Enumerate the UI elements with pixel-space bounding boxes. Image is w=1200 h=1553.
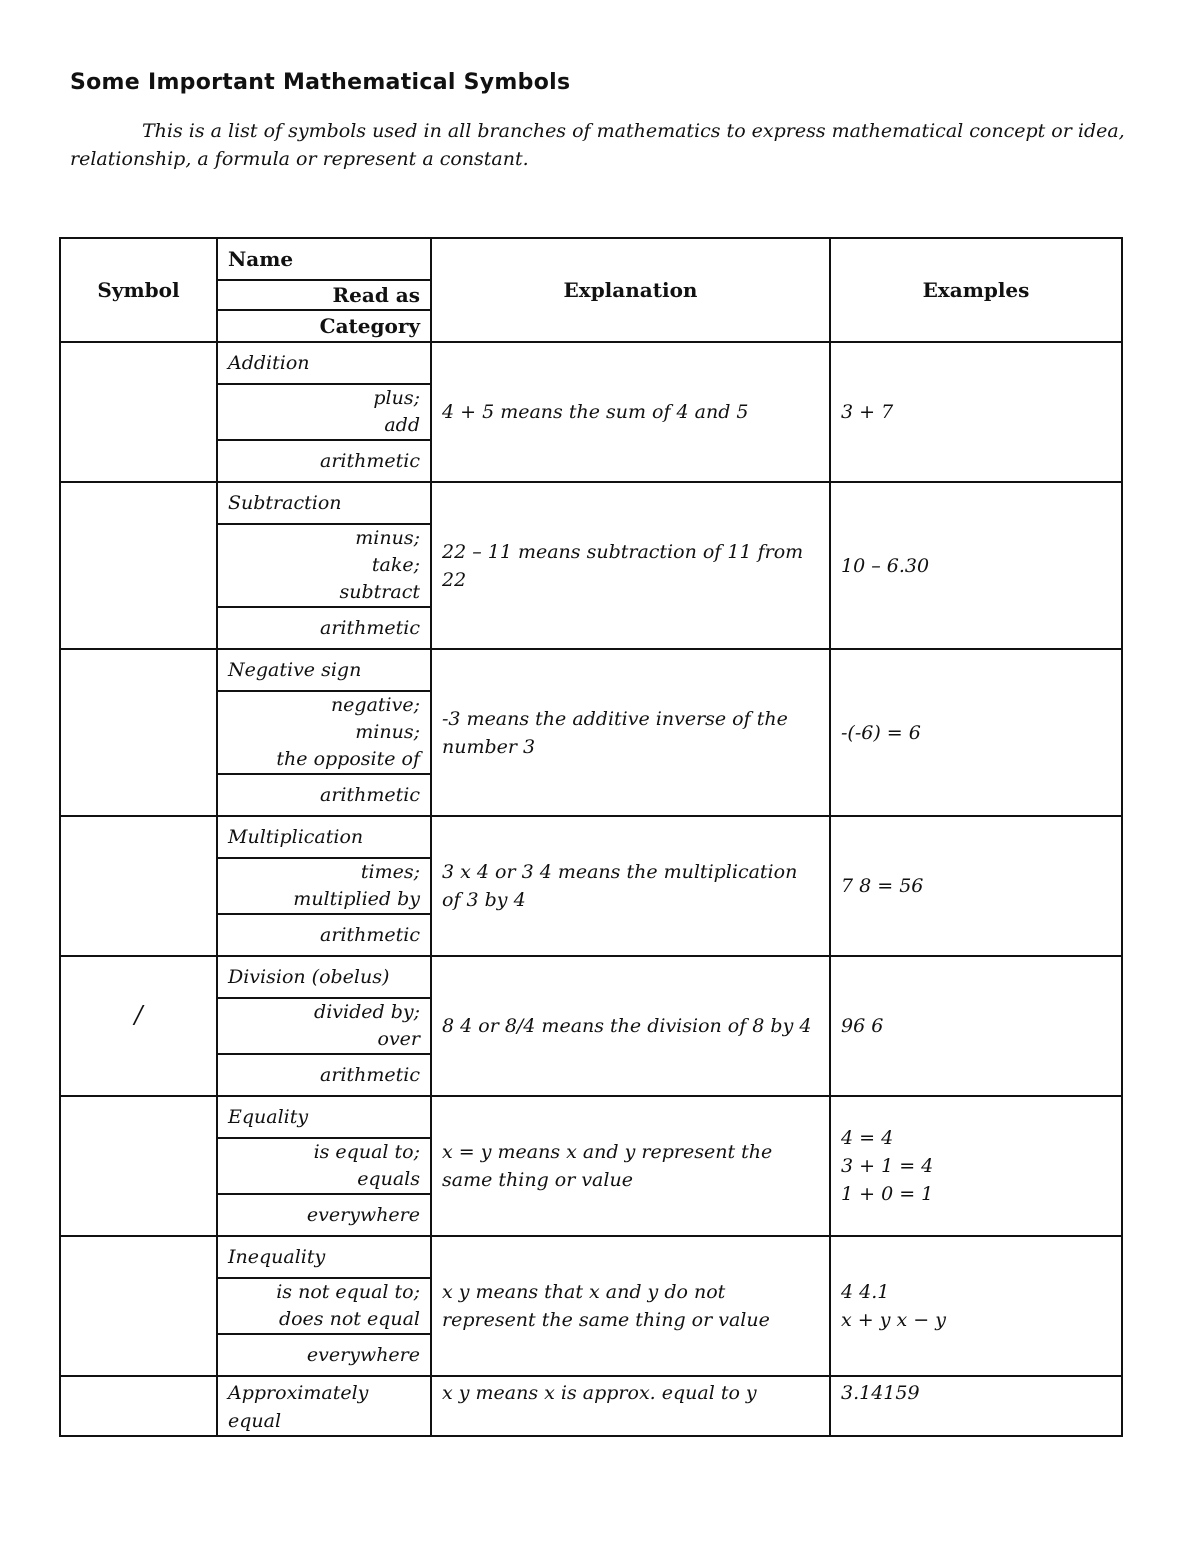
- symbol-cell: [60, 649, 217, 816]
- read-as-line: is equal to;: [313, 1141, 420, 1163]
- table-row: [60, 342, 1122, 384]
- intro-paragraph: This is a list of symbols used in all branches of mathematics to express mathematical concept or idea, relationship, a formula or represent a constant.: [70, 120, 1125, 170]
- header-symbol: Symbol: [60, 238, 217, 342]
- examples-cell: [830, 816, 1122, 956]
- read-as-line: subtract: [339, 581, 420, 603]
- category-cell: arithmetic: [217, 774, 431, 816]
- read-as-cell: [217, 1278, 431, 1334]
- explanation-cell: -3 means the additive inverse of the number 3: [431, 649, 830, 816]
- examples-cell: [830, 1096, 1122, 1236]
- header-read-as: Read as: [217, 280, 431, 310]
- read-as-line: multiplied by: [293, 888, 420, 910]
- explanation-cell: 8 4 or 8/4 means the division of 8 by 4: [431, 956, 830, 1096]
- symbol-cell: [60, 1236, 217, 1376]
- symbol-cell: [60, 816, 217, 956]
- read-as-line: plus;: [373, 387, 420, 409]
- read-as-cell: [217, 998, 431, 1054]
- read-as-line: times;: [360, 861, 420, 883]
- header-explanation: Explanation: [431, 238, 830, 342]
- name-cell: Inequality: [217, 1236, 431, 1278]
- table-row: [60, 649, 1122, 691]
- table-row: [60, 482, 1122, 524]
- read-as-cell: [217, 858, 431, 914]
- example-line: 7 8 = 56: [841, 875, 924, 897]
- category-cell: arithmetic: [217, 440, 431, 482]
- examples-cell: [830, 1236, 1122, 1376]
- symbol-cell: [60, 342, 217, 482]
- name-cell: Subtraction: [217, 482, 431, 524]
- read-as-line: the opposite of: [276, 748, 420, 770]
- header-name: Name: [217, 238, 431, 280]
- read-as-cell: [217, 384, 431, 440]
- read-as-line: is not equal to;: [276, 1281, 420, 1303]
- example-line: x + y x − y: [841, 1309, 946, 1331]
- read-as-line: minus;: [355, 527, 420, 549]
- symbol-cell: [60, 1376, 217, 1436]
- category-cell: everywhere: [217, 1334, 431, 1376]
- page-title: Some Important Mathematical Symbols: [70, 70, 571, 95]
- symbols-table: [59, 237, 1123, 1437]
- explanation-cell: 3 x 4 or 3 4 means the multiplication of 3 by 4: [431, 816, 830, 956]
- name-cell: Multiplication: [217, 816, 431, 858]
- read-as-line: add: [384, 414, 420, 436]
- header-category: Category: [217, 310, 431, 342]
- category-cell: arithmetic: [217, 607, 431, 649]
- read-as-line: negative;: [330, 694, 420, 716]
- table-row: [60, 1096, 1122, 1138]
- category-cell: arithmetic: [217, 914, 431, 956]
- symbol-cell: /: [60, 956, 217, 1096]
- read-as-line: equals: [357, 1168, 420, 1190]
- read-as-line: does not equal: [278, 1308, 420, 1330]
- example-line: 96 6: [841, 1015, 884, 1037]
- table-row: [60, 1236, 1122, 1278]
- example-line: 3 + 7: [841, 401, 894, 423]
- explanation-cell: x = y means x and y represent the same thing or value: [431, 1096, 830, 1236]
- table-row: [60, 956, 1122, 998]
- table-row: [60, 816, 1122, 858]
- name-cell: Negative sign: [217, 649, 431, 691]
- header-examples: Examples: [830, 238, 1122, 342]
- name-cell: Division (obelus): [217, 956, 431, 998]
- category-cell: everywhere: [217, 1194, 431, 1236]
- read-as-line: over: [377, 1028, 420, 1050]
- example-line: 1 + 0 = 1: [841, 1183, 934, 1205]
- read-as-cell: [217, 1138, 431, 1194]
- name-cell: Addition: [217, 342, 431, 384]
- example-line: 3 + 1 = 4: [841, 1155, 934, 1177]
- examples-cell: [830, 482, 1122, 649]
- name-cell: Equality: [217, 1096, 431, 1138]
- example-line: 4 4.1: [841, 1281, 890, 1303]
- read-as-line: minus;: [355, 721, 420, 743]
- example-line: 4 = 4: [841, 1127, 894, 1149]
- examples-cell: 3.14159: [830, 1376, 1122, 1436]
- read-as-line: divided by;: [314, 1001, 420, 1023]
- table-row-approx: [60, 1376, 1122, 1436]
- symbol-cell: [60, 482, 217, 649]
- explanation-cell: 4 + 5 means the sum of 4 and 5: [431, 342, 830, 482]
- example-line: -(-6) = 6: [841, 721, 921, 744]
- read-as-line: take;: [371, 554, 420, 576]
- read-as-cell: [217, 691, 431, 774]
- symbol-cell: [60, 1096, 217, 1236]
- explanation-cell: x y means that x and y do not represent the same thing or value: [431, 1236, 830, 1376]
- explanation-cell: x y means x is approx. equal to y: [431, 1376, 830, 1436]
- examples-cell: [830, 649, 1122, 816]
- name-cell: Approximately equal: [217, 1376, 431, 1436]
- examples-cell: [830, 956, 1122, 1096]
- examples-cell: [830, 342, 1122, 482]
- example-line: 10 – 6.30: [841, 554, 930, 577]
- explanation-cell: 22 – 11 means subtraction of 11 from 22: [431, 482, 830, 649]
- category-cell: arithmetic: [217, 1054, 431, 1096]
- table-body: [60, 342, 1122, 1436]
- read-as-cell: [217, 524, 431, 607]
